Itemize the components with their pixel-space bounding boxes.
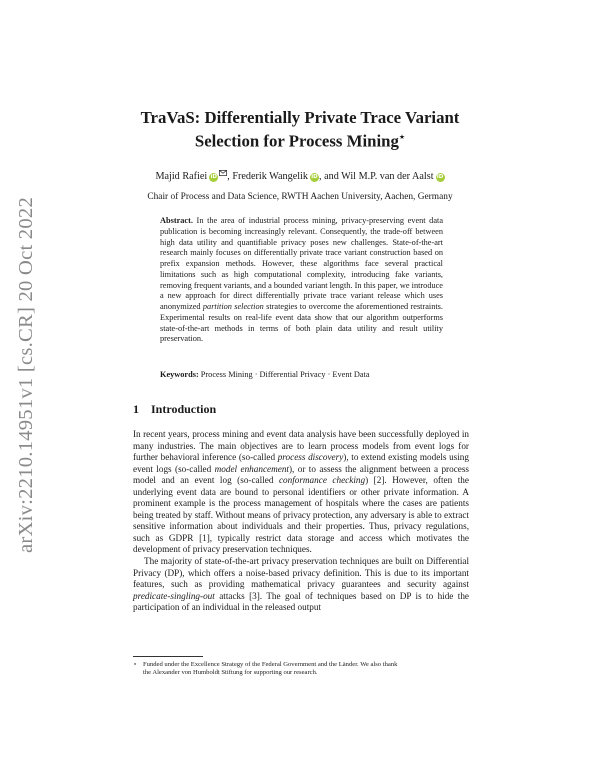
abstract-label: Abstract. xyxy=(160,216,193,225)
orcid-icon[interactable]: iD xyxy=(210,174,217,180)
intro-p1-text-c: ), or to assess the alignment between a process model and an event log (so-called xyxy=(133,463,469,486)
author-name-rafiei: Majid Rafiei xyxy=(155,171,208,182)
funding-footnote xyxy=(133,661,469,678)
keywords xyxy=(160,370,450,379)
author-list xyxy=(80,170,520,182)
intro-p2-text-b: attacks [3]. The goal of techniques based on DP is to hide the participation of an individual in the released output xyxy=(133,590,469,613)
intro-p1-text-a: In recent years, process mining and event data analysis have been successfully deployed in many industries. The main objectives are to learn process models from event logs for further behavioral inference (so-called xyxy=(133,429,469,463)
introduction-body xyxy=(133,429,469,614)
title-line-2 xyxy=(120,128,480,152)
arxiv-stamp-text: arXiv:2210.14951v1 [cs.CR] 20 Oct 2022 xyxy=(16,217,37,553)
intro-p2-text-a: The majority of state-of-the-art privacy preservation techniques are built on Differential Privacy (DP), which offers a noise-based privacy definition. This is due to its important features, such as providing mathematical privacy guarantees and security against xyxy=(133,556,469,590)
intro-paragraph-1 xyxy=(133,429,469,556)
footnote-marker: ⋆ xyxy=(133,661,138,668)
intro-p1-emphasis-3: conformance checking xyxy=(278,475,366,486)
keywords-text: Process Mining · Differential Privacy · Event Data xyxy=(198,370,370,379)
title-line-1: TraVaS: Differentially Private Trace Variant xyxy=(140,108,460,127)
abstract-text-2: strategies to overcome the aforementioned restraints. Experimental results on real-life event data show that our algorithm outperforms state-of-the-art methods in terms of both plain data utility and result utility preservation. xyxy=(160,302,443,344)
title-footnote-marker: ⋆ xyxy=(398,132,406,143)
intro-p1-emphasis-1: process discovery xyxy=(277,452,344,463)
abstract xyxy=(160,216,443,345)
abstract-emphasis: partition selection xyxy=(202,302,264,311)
section-title: Introduction xyxy=(151,402,217,416)
intro-paragraph-2 xyxy=(133,556,469,614)
arxiv-identifier-stamp xyxy=(10,197,40,553)
abstract-text-1: In the area of industrial process mining, privacy-preserving event data publication is becoming increasingly relevant. Consequently, the trade-off between high data utility and quantifiable privacy poses new challenges. State-of-the-art research mainly focuses on differentially private trace variant construction based on prefix expansion methods. However, these algorithms face several practical limitations such as high computational complexity, introducing fake variants, removing frequent variants, and a bounded variant length. In this paper, we introduce a new approach for direct differentially private trace variant release which uses anonymized xyxy=(160,216,443,311)
intro-p2-emphasis-1: predicate-singling-out xyxy=(133,590,215,601)
orcid-icon[interactable]: iD xyxy=(436,174,444,180)
title-line-2-text: Selection for Process Mining xyxy=(194,131,399,151)
keywords-label: Keywords: xyxy=(160,370,199,379)
orcid-icon[interactable]: iD xyxy=(311,174,318,180)
footnote-rule xyxy=(133,656,203,657)
author-name-van-der-aalst: , and Wil M.P. van der Aalst xyxy=(318,171,434,182)
section-number: 1 xyxy=(133,402,139,416)
intro-p1-text-d: ) [2]. However, often the underlying event data are bound to personal identifiers or other private information. A prominent example is the process management of hospitals where the cases are patients being treated by staff. Without means of privacy protection, any adversary is able to extract sensitive information about individuals and their properties. Thus, privacy regulations, such as GDPR [1], typically restrict data storage and access which motivates the development of privacy preservation techniques. xyxy=(133,475,469,555)
paper-title xyxy=(120,108,480,152)
author-name-wangelik: , Frederik Wangelik xyxy=(227,171,308,182)
intro-p1-emphasis-2: model enhancement xyxy=(214,463,289,474)
author-affiliation: Chair of Process and Data Science, RWTH Aachen University, Aachen, Germany xyxy=(147,192,453,202)
intro-p1-text-b: ), to extend existing models using event logs (so-called xyxy=(133,452,469,474)
footnote-line-2: the Alexander von Humboldt Stiftung for supporting our research. xyxy=(143,669,318,677)
footnote-line-1: Funded under the Excellence Strategy of the Federal Government and the Länder. We also thank xyxy=(143,661,398,668)
section-heading-introduction xyxy=(133,402,216,417)
